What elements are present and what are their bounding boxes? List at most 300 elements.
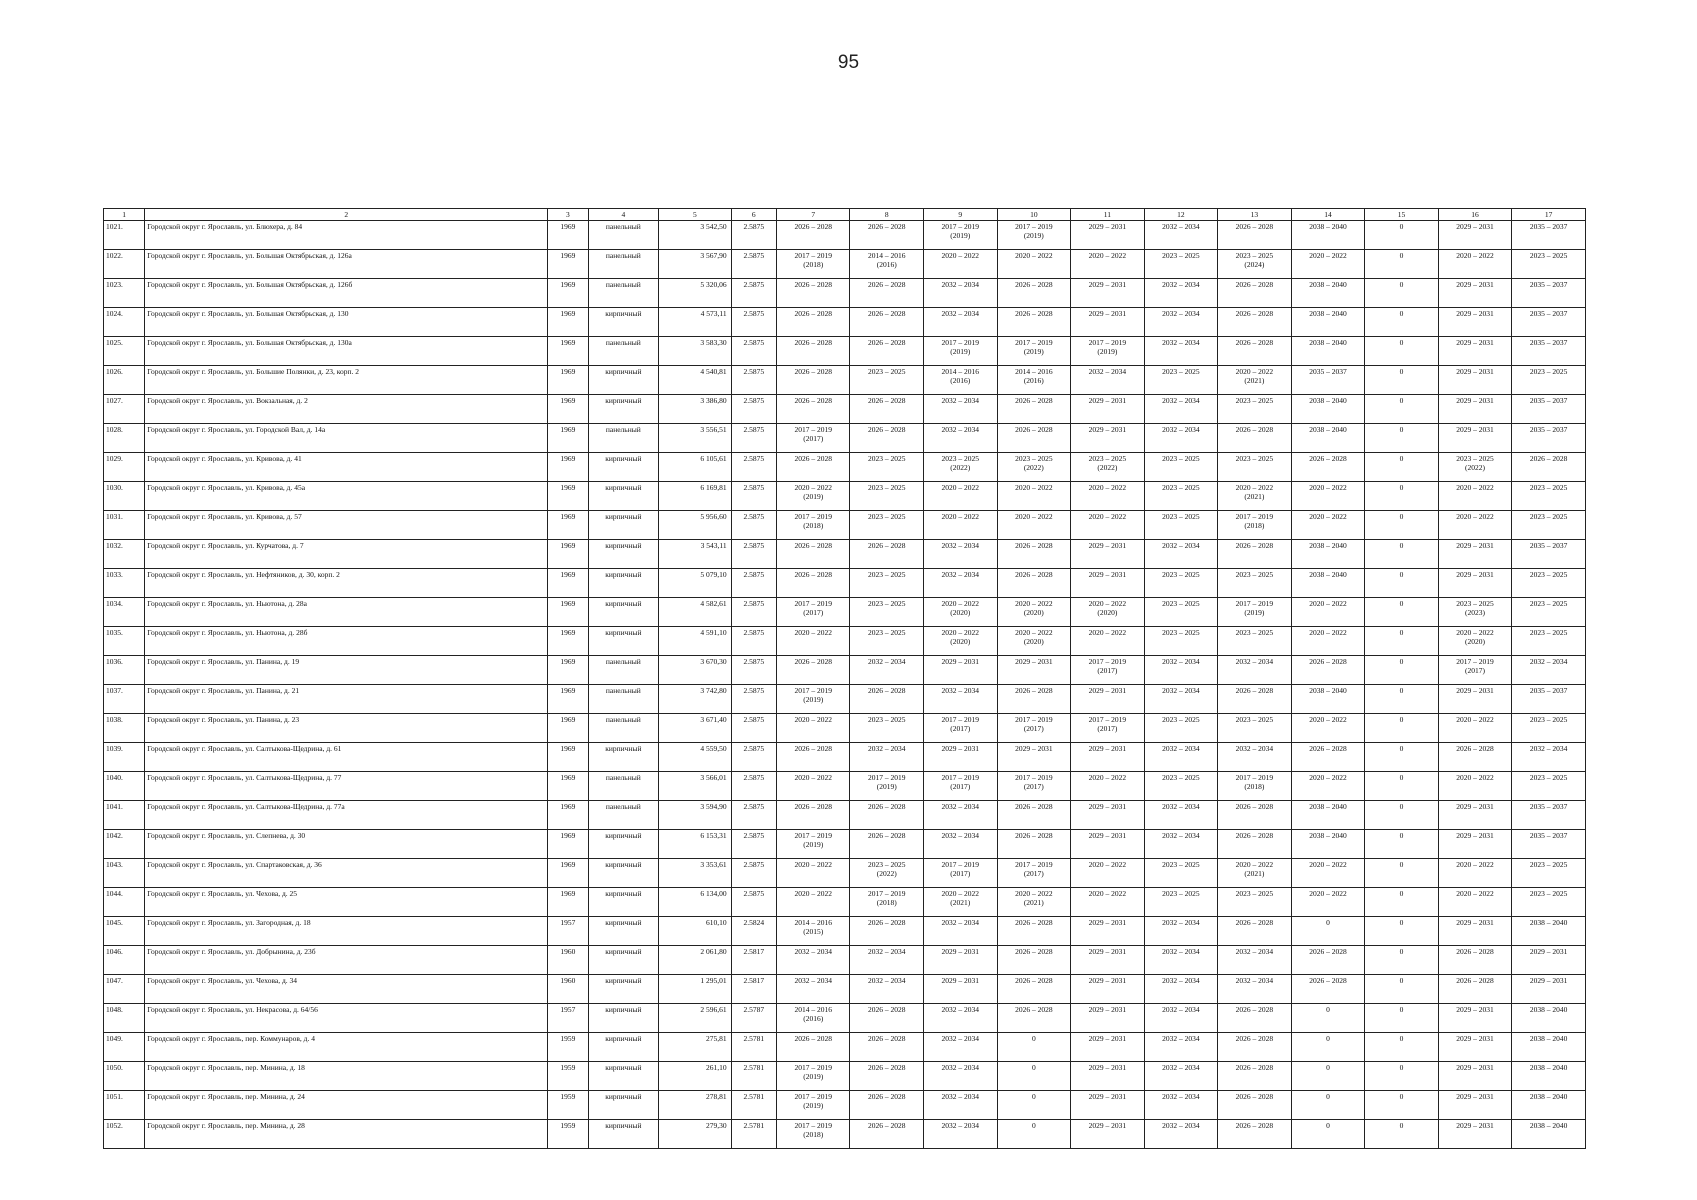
cell-row-number: 1038. bbox=[104, 714, 145, 743]
cell-period-9: 2032 – 2034 bbox=[924, 830, 998, 859]
cell-period-17: 2029 – 2031 bbox=[1512, 975, 1586, 1004]
cell-period-7: 2017 – 2019 (2018) bbox=[776, 511, 850, 540]
cell-period-11: 2029 – 2031 bbox=[1071, 946, 1145, 975]
column-header: 5 bbox=[659, 209, 732, 221]
cell-period-17: 2038 – 2040 bbox=[1512, 1062, 1586, 1091]
cell-period-17: 2038 – 2040 bbox=[1512, 1004, 1586, 1033]
table-row bbox=[104, 714, 1586, 743]
cell-wall-material: панельный bbox=[588, 424, 659, 453]
cell-wall-material: панельный bbox=[588, 279, 659, 308]
cell-row-number: 1021. bbox=[104, 221, 145, 250]
table-row bbox=[104, 279, 1586, 308]
cell-build-year: 1969 bbox=[548, 772, 588, 801]
cell-rate: 2.5875 bbox=[731, 656, 776, 685]
cell-period-15: 0 bbox=[1365, 772, 1439, 801]
cell-period-7: 2017 – 2019 (2018) bbox=[776, 250, 850, 279]
cell-wall-material: кирпичный bbox=[588, 830, 659, 859]
cell-address: Городской округ г. Ярославль, ул. Большие Полянки, д. 23, корп. 2 bbox=[145, 366, 548, 395]
cell-build-year: 1957 bbox=[548, 917, 588, 946]
cell-build-year: 1957 bbox=[548, 1004, 588, 1033]
cell-period-9: 2017 – 2019 (2017) bbox=[924, 714, 998, 743]
cell-build-year: 1969 bbox=[548, 337, 588, 366]
cell-period-13: 2026 – 2028 bbox=[1218, 337, 1292, 366]
cell-period-14: 2038 – 2040 bbox=[1291, 830, 1365, 859]
cell-period-13: 2017 – 2019 (2019) bbox=[1218, 598, 1292, 627]
cell-row-number: 1043. bbox=[104, 859, 145, 888]
cell-period-11: 2020 – 2022 bbox=[1071, 888, 1145, 917]
cell-period-15: 0 bbox=[1365, 366, 1439, 395]
cell-row-number: 1045. bbox=[104, 917, 145, 946]
cell-period-12: 2032 – 2034 bbox=[1144, 279, 1218, 308]
cell-total-area: 3 742,80 bbox=[659, 685, 732, 714]
cell-period-10: 2020 – 2022 bbox=[997, 511, 1071, 540]
table-row bbox=[104, 801, 1586, 830]
cell-build-year: 1960 bbox=[548, 946, 588, 975]
cell-period-8: 2023 – 2025 bbox=[850, 569, 924, 598]
cell-address: Городской округ г. Ярославль, ул. Большая Октябрьская, д. 126а bbox=[145, 250, 548, 279]
cell-period-14: 2038 – 2040 bbox=[1291, 337, 1365, 366]
cell-period-13: 2032 – 2034 bbox=[1218, 743, 1292, 772]
cell-period-12: 2023 – 2025 bbox=[1144, 627, 1218, 656]
cell-build-year: 1969 bbox=[548, 743, 588, 772]
cell-address: Городской округ г. Ярославль, ул. Ньютона, д. 28б bbox=[145, 627, 548, 656]
cell-period-14: 2026 – 2028 bbox=[1291, 743, 1365, 772]
cell-build-year: 1959 bbox=[548, 1033, 588, 1062]
cell-period-17: 2023 – 2025 bbox=[1512, 482, 1586, 511]
cell-period-16: 2020 – 2022 bbox=[1438, 714, 1512, 743]
cell-period-15: 0 bbox=[1365, 482, 1439, 511]
cell-wall-material: панельный bbox=[588, 250, 659, 279]
cell-period-9: 2020 – 2022 (2021) bbox=[924, 888, 998, 917]
cell-period-16: 2029 – 2031 bbox=[1438, 221, 1512, 250]
cell-period-12: 2032 – 2034 bbox=[1144, 424, 1218, 453]
cell-period-13: 2026 – 2028 bbox=[1218, 221, 1292, 250]
cell-period-7: 2026 – 2028 bbox=[776, 395, 850, 424]
cell-period-15: 0 bbox=[1365, 1091, 1439, 1120]
cell-total-area: 3 671,40 bbox=[659, 714, 732, 743]
cell-period-7: 2026 – 2028 bbox=[776, 540, 850, 569]
cell-period-16: 2029 – 2031 bbox=[1438, 685, 1512, 714]
cell-build-year: 1969 bbox=[548, 859, 588, 888]
cell-period-12: 2023 – 2025 bbox=[1144, 482, 1218, 511]
cell-period-16: 2029 – 2031 bbox=[1438, 279, 1512, 308]
cell-wall-material: панельный bbox=[588, 801, 659, 830]
cell-period-7: 2026 – 2028 bbox=[776, 453, 850, 482]
cell-row-number: 1037. bbox=[104, 685, 145, 714]
cell-period-15: 0 bbox=[1365, 714, 1439, 743]
cell-rate: 2.5875 bbox=[731, 743, 776, 772]
column-header: 2 bbox=[145, 209, 548, 221]
cell-rate: 2.5875 bbox=[731, 250, 776, 279]
cell-row-number: 1024. bbox=[104, 308, 145, 337]
cell-period-7: 2026 – 2028 bbox=[776, 656, 850, 685]
cell-period-9: 2032 – 2034 bbox=[924, 1120, 998, 1149]
cell-period-9: 2017 – 2019 (2019) bbox=[924, 337, 998, 366]
cell-period-7: 2017 – 2019 (2019) bbox=[776, 685, 850, 714]
cell-total-area: 3 670,30 bbox=[659, 656, 732, 685]
cell-build-year: 1969 bbox=[548, 656, 588, 685]
cell-period-11: 2029 – 2031 bbox=[1071, 1062, 1145, 1091]
cell-period-16: 2029 – 2031 bbox=[1438, 1091, 1512, 1120]
cell-period-14: 2035 – 2037 bbox=[1291, 366, 1365, 395]
cell-period-12: 2023 – 2025 bbox=[1144, 569, 1218, 598]
cell-period-15: 0 bbox=[1365, 250, 1439, 279]
cell-period-7: 2026 – 2028 bbox=[776, 801, 850, 830]
cell-period-16: 2029 – 2031 bbox=[1438, 337, 1512, 366]
cell-period-9: 2017 – 2019 (2019) bbox=[924, 221, 998, 250]
cell-address: Городской округ г. Ярославль, ул. Панина, д. 19 bbox=[145, 656, 548, 685]
cell-period-8: 2023 – 2025 (2022) bbox=[850, 859, 924, 888]
cell-period-11: 2029 – 2031 bbox=[1071, 1004, 1145, 1033]
cell-period-8: 2026 – 2028 bbox=[850, 830, 924, 859]
cell-period-10: 2017 – 2019 (2019) bbox=[997, 337, 1071, 366]
cell-period-8: 2026 – 2028 bbox=[850, 1091, 924, 1120]
cell-total-area: 6 105,61 bbox=[659, 453, 732, 482]
cell-period-9: 2032 – 2034 bbox=[924, 801, 998, 830]
cell-row-number: 1023. bbox=[104, 279, 145, 308]
column-header: 16 bbox=[1438, 209, 1512, 221]
cell-rate: 2.5875 bbox=[731, 830, 776, 859]
cell-period-8: 2026 – 2028 bbox=[850, 917, 924, 946]
cell-period-8: 2026 – 2028 bbox=[850, 221, 924, 250]
cell-period-11: 2017 – 2019 (2019) bbox=[1071, 337, 1145, 366]
table-row bbox=[104, 830, 1586, 859]
cell-period-8: 2032 – 2034 bbox=[850, 946, 924, 975]
cell-period-8: 2017 – 2019 (2018) bbox=[850, 888, 924, 917]
cell-build-year: 1969 bbox=[548, 424, 588, 453]
cell-row-number: 1048. bbox=[104, 1004, 145, 1033]
cell-period-14: 2038 – 2040 bbox=[1291, 221, 1365, 250]
cell-period-11: 2020 – 2022 bbox=[1071, 482, 1145, 511]
cell-row-number: 1027. bbox=[104, 395, 145, 424]
cell-period-10: 2026 – 2028 bbox=[997, 569, 1071, 598]
cell-row-number: 1051. bbox=[104, 1091, 145, 1120]
cell-period-9: 2023 – 2025 (2022) bbox=[924, 453, 998, 482]
cell-period-17: 2035 – 2037 bbox=[1512, 337, 1586, 366]
cell-period-15: 0 bbox=[1365, 395, 1439, 424]
cell-period-14: 2026 – 2028 bbox=[1291, 975, 1365, 1004]
cell-wall-material: панельный bbox=[588, 772, 659, 801]
cell-period-11: 2029 – 2031 bbox=[1071, 975, 1145, 1004]
cell-period-10: 0 bbox=[997, 1033, 1071, 1062]
cell-period-9: 2017 – 2019 (2017) bbox=[924, 859, 998, 888]
cell-period-10: 2026 – 2028 bbox=[997, 975, 1071, 1004]
cell-rate: 2.5875 bbox=[731, 859, 776, 888]
cell-period-15: 0 bbox=[1365, 453, 1439, 482]
cell-period-16: 2023 – 2025 (2022) bbox=[1438, 453, 1512, 482]
cell-period-15: 0 bbox=[1365, 685, 1439, 714]
cell-wall-material: кирпичный bbox=[588, 366, 659, 395]
cell-period-12: 2032 – 2034 bbox=[1144, 337, 1218, 366]
cell-period-14: 2020 – 2022 bbox=[1291, 772, 1365, 801]
table-row bbox=[104, 859, 1586, 888]
cell-wall-material: кирпичный bbox=[588, 1091, 659, 1120]
cell-period-13: 2026 – 2028 bbox=[1218, 1062, 1292, 1091]
cell-period-8: 2026 – 2028 bbox=[850, 337, 924, 366]
table-row bbox=[104, 540, 1586, 569]
cell-period-9: 2032 – 2034 bbox=[924, 308, 998, 337]
column-header: 17 bbox=[1512, 209, 1586, 221]
cell-wall-material: кирпичный bbox=[588, 627, 659, 656]
cell-period-7: 2020 – 2022 bbox=[776, 772, 850, 801]
cell-row-number: 1036. bbox=[104, 656, 145, 685]
cell-period-8: 2023 – 2025 bbox=[850, 511, 924, 540]
cell-wall-material: кирпичный bbox=[588, 482, 659, 511]
cell-period-11: 2029 – 2031 bbox=[1071, 801, 1145, 830]
cell-period-13: 2032 – 2034 bbox=[1218, 975, 1292, 1004]
cell-period-14: 0 bbox=[1291, 1120, 1365, 1149]
cell-period-16: 2029 – 2031 bbox=[1438, 1004, 1512, 1033]
cell-period-15: 0 bbox=[1365, 511, 1439, 540]
cell-period-17: 2038 – 2040 bbox=[1512, 917, 1586, 946]
cell-period-13: 2020 – 2022 (2021) bbox=[1218, 366, 1292, 395]
cell-period-8: 2026 – 2028 bbox=[850, 308, 924, 337]
cell-period-14: 0 bbox=[1291, 1062, 1365, 1091]
column-header: 7 bbox=[776, 209, 850, 221]
cell-period-9: 2029 – 2031 bbox=[924, 656, 998, 685]
cell-build-year: 1969 bbox=[548, 888, 588, 917]
cell-period-14: 2020 – 2022 bbox=[1291, 627, 1365, 656]
cell-period-9: 2032 – 2034 bbox=[924, 1062, 998, 1091]
cell-period-10: 2026 – 2028 bbox=[997, 308, 1071, 337]
table-row bbox=[104, 482, 1586, 511]
cell-period-11: 2029 – 2031 bbox=[1071, 395, 1145, 424]
cell-period-17: 2023 – 2025 bbox=[1512, 511, 1586, 540]
cell-period-11: 2020 – 2022 bbox=[1071, 511, 1145, 540]
cell-build-year: 1969 bbox=[548, 221, 588, 250]
cell-rate: 2.5875 bbox=[731, 714, 776, 743]
cell-period-8: 2017 – 2019 (2019) bbox=[850, 772, 924, 801]
cell-period-7: 2014 – 2016 (2016) bbox=[776, 1004, 850, 1033]
cell-period-16: 2026 – 2028 bbox=[1438, 946, 1512, 975]
cell-period-15: 0 bbox=[1365, 830, 1439, 859]
cell-total-area: 6 169,81 bbox=[659, 482, 732, 511]
table-row bbox=[104, 598, 1586, 627]
cell-period-9: 2032 – 2034 bbox=[924, 917, 998, 946]
cell-period-12: 2032 – 2034 bbox=[1144, 656, 1218, 685]
column-header: 1 bbox=[104, 209, 145, 221]
column-header: 14 bbox=[1291, 209, 1365, 221]
cell-period-13: 2026 – 2028 bbox=[1218, 830, 1292, 859]
cell-build-year: 1969 bbox=[548, 279, 588, 308]
cell-row-number: 1050. bbox=[104, 1062, 145, 1091]
cell-period-7: 2026 – 2028 bbox=[776, 1033, 850, 1062]
cell-period-15: 0 bbox=[1365, 1004, 1439, 1033]
cell-period-8: 2026 – 2028 bbox=[850, 395, 924, 424]
column-header: 9 bbox=[924, 209, 998, 221]
cell-address: Городской округ г. Ярославль, ул. Салтыкова-Щедрина, д. 77 bbox=[145, 772, 548, 801]
cell-wall-material: кирпичный bbox=[588, 1062, 659, 1091]
cell-period-16: 2029 – 2031 bbox=[1438, 395, 1512, 424]
cell-period-8: 2023 – 2025 bbox=[850, 598, 924, 627]
cell-period-12: 2032 – 2034 bbox=[1144, 540, 1218, 569]
cell-period-14: 2020 – 2022 bbox=[1291, 250, 1365, 279]
table-row bbox=[104, 1033, 1586, 1062]
cell-period-16: 2026 – 2028 bbox=[1438, 975, 1512, 1004]
cell-period-14: 2026 – 2028 bbox=[1291, 656, 1365, 685]
cell-period-13: 2023 – 2025 bbox=[1218, 714, 1292, 743]
table-row bbox=[104, 1120, 1586, 1149]
cell-period-11: 2020 – 2022 (2020) bbox=[1071, 598, 1145, 627]
cell-period-8: 2023 – 2025 bbox=[850, 627, 924, 656]
table-body bbox=[104, 221, 1586, 1149]
cell-period-16: 2020 – 2022 (2020) bbox=[1438, 627, 1512, 656]
table-row bbox=[104, 946, 1586, 975]
cell-period-9: 2029 – 2031 bbox=[924, 975, 998, 1004]
cell-period-16: 2020 – 2022 bbox=[1438, 482, 1512, 511]
cell-period-17: 2023 – 2025 bbox=[1512, 888, 1586, 917]
cell-build-year: 1969 bbox=[548, 540, 588, 569]
cell-wall-material: кирпичный bbox=[588, 1120, 659, 1149]
table-row bbox=[104, 511, 1586, 540]
cell-wall-material: панельный bbox=[588, 221, 659, 250]
table-row bbox=[104, 917, 1586, 946]
cell-row-number: 1042. bbox=[104, 830, 145, 859]
cell-address: Городской округ г. Ярославль, ул. Чехова, д. 25 bbox=[145, 888, 548, 917]
cell-wall-material: кирпичный bbox=[588, 1033, 659, 1062]
cell-period-15: 0 bbox=[1365, 540, 1439, 569]
cell-period-11: 2017 – 2019 (2017) bbox=[1071, 656, 1145, 685]
cell-total-area: 6 134,00 bbox=[659, 888, 732, 917]
cell-period-15: 0 bbox=[1365, 1033, 1439, 1062]
cell-address: Городской округ г. Ярославль, ул. Городской Вал, д. 14а bbox=[145, 424, 548, 453]
cell-period-14: 2038 – 2040 bbox=[1291, 685, 1365, 714]
cell-rate: 2.5875 bbox=[731, 627, 776, 656]
cell-period-12: 2023 – 2025 bbox=[1144, 598, 1218, 627]
cell-row-number: 1044. bbox=[104, 888, 145, 917]
cell-period-13: 2026 – 2028 bbox=[1218, 1091, 1292, 1120]
cell-wall-material: панельный bbox=[588, 685, 659, 714]
cell-period-13: 2023 – 2025 bbox=[1218, 453, 1292, 482]
cell-period-17: 2035 – 2037 bbox=[1512, 424, 1586, 453]
cell-period-9: 2032 – 2034 bbox=[924, 424, 998, 453]
cell-period-14: 2020 – 2022 bbox=[1291, 482, 1365, 511]
cell-period-11: 2029 – 2031 bbox=[1071, 569, 1145, 598]
cell-rate: 2.5817 bbox=[731, 946, 776, 975]
cell-address: Городской округ г. Ярославль, ул. Добрынина, д. 23б bbox=[145, 946, 548, 975]
cell-period-14: 2038 – 2040 bbox=[1291, 569, 1365, 598]
cell-wall-material: кирпичный bbox=[588, 743, 659, 772]
cell-period-14: 2038 – 2040 bbox=[1291, 424, 1365, 453]
cell-row-number: 1031. bbox=[104, 511, 145, 540]
table-row bbox=[104, 424, 1586, 453]
cell-period-16: 2029 – 2031 bbox=[1438, 1062, 1512, 1091]
cell-period-9: 2032 – 2034 bbox=[924, 685, 998, 714]
cell-address: Городской округ г. Ярославль, ул. Салтыкова-Щедрина, д. 77а bbox=[145, 801, 548, 830]
cell-build-year: 1969 bbox=[548, 598, 588, 627]
cell-period-7: 2020 – 2022 bbox=[776, 627, 850, 656]
cell-period-12: 2032 – 2034 bbox=[1144, 395, 1218, 424]
cell-period-13: 2020 – 2022 (2021) bbox=[1218, 859, 1292, 888]
cell-period-17: 2035 – 2037 bbox=[1512, 279, 1586, 308]
cell-period-7: 2017 – 2019 (2018) bbox=[776, 1120, 850, 1149]
cell-period-7: 2017 – 2019 (2019) bbox=[776, 1091, 850, 1120]
cell-row-number: 1046. bbox=[104, 946, 145, 975]
cell-period-15: 0 bbox=[1365, 337, 1439, 366]
cell-period-15: 0 bbox=[1365, 308, 1439, 337]
cell-period-8: 2026 – 2028 bbox=[850, 279, 924, 308]
cell-period-17: 2023 – 2025 bbox=[1512, 250, 1586, 279]
cell-address: Городской округ г. Ярославль, ул. Панина, д. 23 bbox=[145, 714, 548, 743]
cell-rate: 2.5875 bbox=[731, 888, 776, 917]
cell-total-area: 6 153,31 bbox=[659, 830, 732, 859]
cell-period-11: 2029 – 2031 bbox=[1071, 424, 1145, 453]
cell-period-11: 2020 – 2022 bbox=[1071, 859, 1145, 888]
cell-period-11: 2029 – 2031 bbox=[1071, 685, 1145, 714]
cell-period-12: 2032 – 2034 bbox=[1144, 743, 1218, 772]
cell-address: Городской округ г. Ярославль, пер. Минина, д. 28 bbox=[145, 1120, 548, 1149]
cell-period-12: 2032 – 2034 bbox=[1144, 830, 1218, 859]
cell-period-9: 2032 – 2034 bbox=[924, 569, 998, 598]
cell-period-12: 2032 – 2034 bbox=[1144, 801, 1218, 830]
cell-address: Городской округ г. Ярославль, ул. Кривова, д. 57 bbox=[145, 511, 548, 540]
cell-period-13: 2026 – 2028 bbox=[1218, 1033, 1292, 1062]
cell-period-16: 2029 – 2031 bbox=[1438, 308, 1512, 337]
cell-period-9: 2032 – 2034 bbox=[924, 1033, 998, 1062]
cell-rate: 2.5875 bbox=[731, 685, 776, 714]
cell-period-8: 2032 – 2034 bbox=[850, 656, 924, 685]
cell-period-13: 2026 – 2028 bbox=[1218, 685, 1292, 714]
cell-period-7: 2020 – 2022 bbox=[776, 888, 850, 917]
cell-period-15: 0 bbox=[1365, 917, 1439, 946]
cell-period-14: 2020 – 2022 bbox=[1291, 859, 1365, 888]
cell-period-7: 2017 – 2019 (2017) bbox=[776, 598, 850, 627]
cell-period-12: 2032 – 2034 bbox=[1144, 975, 1218, 1004]
cell-wall-material: кирпичный bbox=[588, 569, 659, 598]
cell-address: Городской округ г. Ярославль, ул. Курчатова, д. 7 bbox=[145, 540, 548, 569]
cell-row-number: 1026. bbox=[104, 366, 145, 395]
table-row bbox=[104, 743, 1586, 772]
cell-build-year: 1960 bbox=[548, 975, 588, 1004]
table-row bbox=[104, 627, 1586, 656]
cell-period-16: 2029 – 2031 bbox=[1438, 540, 1512, 569]
cell-address: Городской округ г. Ярославль, ул. Большая Октябрьская, д. 130 bbox=[145, 308, 548, 337]
cell-wall-material: кирпичный bbox=[588, 859, 659, 888]
cell-period-17: 2035 – 2037 bbox=[1512, 540, 1586, 569]
cell-period-17: 2023 – 2025 bbox=[1512, 859, 1586, 888]
cell-period-17: 2035 – 2037 bbox=[1512, 221, 1586, 250]
cell-total-area: 3 386,80 bbox=[659, 395, 732, 424]
cell-period-17: 2032 – 2034 bbox=[1512, 656, 1586, 685]
cell-period-17: 2035 – 2037 bbox=[1512, 308, 1586, 337]
cell-total-area: 5 956,60 bbox=[659, 511, 732, 540]
cell-period-12: 2032 – 2034 bbox=[1144, 946, 1218, 975]
cell-wall-material: кирпичный bbox=[588, 308, 659, 337]
cell-period-11: 2029 – 2031 bbox=[1071, 308, 1145, 337]
cell-period-7: 2026 – 2028 bbox=[776, 366, 850, 395]
cell-period-8: 2026 – 2028 bbox=[850, 540, 924, 569]
cell-period-13: 2023 – 2025 bbox=[1218, 627, 1292, 656]
cell-address: Городской округ г. Ярославль, ул. Загородная, д. 18 bbox=[145, 917, 548, 946]
cell-period-8: 2032 – 2034 bbox=[850, 975, 924, 1004]
header-row bbox=[104, 209, 1586, 221]
cell-period-15: 0 bbox=[1365, 221, 1439, 250]
cell-address: Городской округ г. Ярославль, ул. Большая Октябрьская, д. 126б bbox=[145, 279, 548, 308]
cell-period-7: 2017 – 2019 (2019) bbox=[776, 1062, 850, 1091]
cell-rate: 2.5781 bbox=[731, 1091, 776, 1120]
cell-period-10: 2014 – 2016 (2016) bbox=[997, 366, 1071, 395]
cell-total-area: 5 079,10 bbox=[659, 569, 732, 598]
column-header: 4 bbox=[588, 209, 659, 221]
cell-period-9: 2020 – 2022 (2020) bbox=[924, 598, 998, 627]
cell-total-area: 261,10 bbox=[659, 1062, 732, 1091]
cell-period-17: 2023 – 2025 bbox=[1512, 772, 1586, 801]
cell-address: Городской округ г. Ярославль, пер. Минина, д. 18 bbox=[145, 1062, 548, 1091]
cell-row-number: 1049. bbox=[104, 1033, 145, 1062]
cell-period-17: 2035 – 2037 bbox=[1512, 801, 1586, 830]
cell-rate: 2.5875 bbox=[731, 598, 776, 627]
cell-period-7: 2014 – 2016 (2015) bbox=[776, 917, 850, 946]
